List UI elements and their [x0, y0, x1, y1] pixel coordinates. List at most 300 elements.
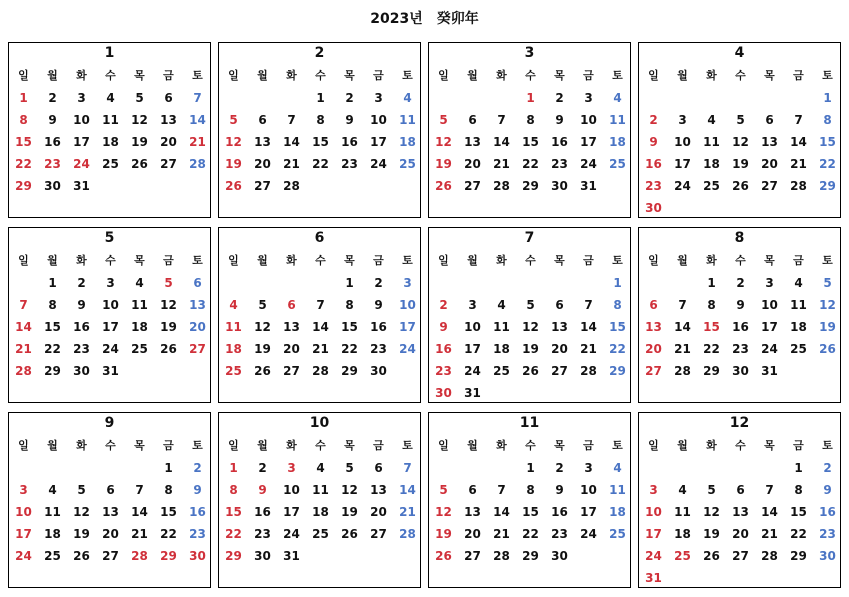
day-cell: 24 — [674, 179, 691, 193]
day-cell: 13 — [761, 135, 778, 149]
weekday-header: 화 — [706, 69, 717, 82]
day-cell: 28 — [674, 364, 691, 378]
day-cell: 10 — [399, 298, 416, 312]
weekday-header: 금 — [583, 254, 594, 267]
month-title: 10 — [309, 415, 330, 431]
day-cell: 9 — [345, 113, 354, 127]
weekday-header: 수 — [525, 69, 536, 82]
day-cell: 28 — [493, 179, 510, 193]
day-cell: 12 — [225, 135, 242, 149]
day-cell: 17 — [102, 320, 119, 334]
day-cell: 25 — [493, 364, 510, 378]
day-cell: 28 — [761, 549, 778, 563]
day-cell: 29 — [522, 549, 539, 563]
day-cell: 2 — [77, 276, 86, 290]
day-cell: 14 — [131, 505, 148, 519]
day-cell: 19 — [160, 320, 177, 334]
weekday-header: 금 — [163, 439, 174, 452]
day-cell: 1 — [316, 91, 325, 105]
day-cell: 15 — [522, 505, 539, 519]
day-cell: 7 — [678, 298, 687, 312]
day-cell: 21 — [283, 157, 300, 171]
day-cell: 7 — [497, 113, 506, 127]
day-cell: 5 — [258, 298, 267, 312]
day-cell: 25 — [44, 549, 61, 563]
day-cell: 27 — [254, 179, 271, 193]
day-cell: 18 — [102, 135, 119, 149]
day-cell: 8 — [526, 113, 535, 127]
day-cell: 9 — [555, 113, 564, 127]
weekday-header: 화 — [286, 439, 297, 452]
day-cell: 18 — [790, 320, 807, 334]
day-cell: 22 — [522, 157, 539, 171]
day-cell: 22 — [341, 342, 358, 356]
day-cell: 29 — [819, 179, 836, 193]
day-cell: 24 — [283, 527, 300, 541]
day-cell: 15 — [15, 135, 32, 149]
day-cell: 10 — [73, 113, 90, 127]
weekday-header: 금 — [163, 69, 174, 82]
day-cell: 23 — [551, 157, 568, 171]
day-cell: 1 — [794, 461, 803, 475]
day-cell: 18 — [703, 157, 720, 171]
day-cell: 6 — [287, 298, 296, 312]
weekday-header: 일 — [18, 439, 29, 452]
weekday-header: 목 — [764, 439, 775, 452]
weekday-header: 수 — [315, 69, 326, 82]
day-cell: 23 — [732, 342, 749, 356]
day-cell: 19 — [703, 527, 720, 541]
day-cell: 26 — [341, 527, 358, 541]
day-cell: 15 — [703, 320, 720, 334]
weekday-header: 월 — [257, 69, 268, 82]
day-cell: 13 — [464, 135, 481, 149]
day-cell: 5 — [439, 483, 448, 497]
day-cell: 18 — [609, 505, 626, 519]
day-cell: 5 — [77, 483, 86, 497]
day-cell: 3 — [374, 91, 383, 105]
day-cell: 4 — [613, 91, 622, 105]
day-cell: 13 — [189, 298, 206, 312]
day-cell: 16 — [732, 320, 749, 334]
page-title — [0, 8, 849, 28]
day-cell: 21 — [189, 135, 206, 149]
day-cell: 12 — [341, 483, 358, 497]
day-cell: 30 — [370, 364, 387, 378]
weekday-header: 수 — [105, 69, 116, 82]
day-cell: 21 — [131, 527, 148, 541]
weekday-header: 화 — [76, 254, 87, 267]
day-cell: 9 — [374, 298, 383, 312]
day-cell: 21 — [674, 342, 691, 356]
day-cell: 14 — [283, 135, 300, 149]
day-cell: 16 — [44, 135, 61, 149]
day-cell: 28 — [15, 364, 32, 378]
day-cell: 10 — [283, 483, 300, 497]
day-cell: 2 — [649, 113, 658, 127]
day-cell: 5 — [707, 483, 716, 497]
day-cell: 11 — [674, 505, 691, 519]
month-5 — [8, 227, 211, 403]
day-cell: 18 — [131, 320, 148, 334]
weekday-header: 목 — [344, 439, 355, 452]
day-cell: 23 — [551, 527, 568, 541]
weekday-header: 목 — [134, 254, 145, 267]
day-cell: 26 — [435, 549, 452, 563]
day-cell: 7 — [287, 113, 296, 127]
day-cell: 27 — [102, 549, 119, 563]
day-cell: 6 — [736, 483, 745, 497]
day-cell: 27 — [551, 364, 568, 378]
day-cell: 12 — [732, 135, 749, 149]
day-cell: 9 — [649, 135, 658, 149]
day-cell: 17 — [15, 527, 32, 541]
day-cell: 10 — [645, 505, 662, 519]
day-cell: 16 — [551, 135, 568, 149]
day-cell: 26 — [522, 364, 539, 378]
day-cell: 21 — [761, 527, 778, 541]
weekday-header: 금 — [583, 439, 594, 452]
day-cell: 13 — [254, 135, 271, 149]
month-1 — [8, 42, 211, 218]
day-cell: 6 — [374, 461, 383, 475]
day-cell: 2 — [439, 298, 448, 312]
day-cell: 25 — [609, 527, 626, 541]
month-10 — [218, 412, 421, 588]
day-cell: 3 — [584, 461, 593, 475]
day-cell: 18 — [399, 135, 416, 149]
day-cell: 20 — [464, 157, 481, 171]
day-cell: 6 — [468, 483, 477, 497]
day-cell: 18 — [609, 135, 626, 149]
day-cell: 19 — [225, 157, 242, 171]
day-cell: 23 — [370, 342, 387, 356]
weekday-header: 금 — [373, 439, 384, 452]
weekday-header: 월 — [47, 439, 58, 452]
weekday-header: 일 — [648, 69, 659, 82]
day-cell: 23 — [254, 527, 271, 541]
day-cell: 3 — [106, 276, 115, 290]
day-cell: 5 — [135, 91, 144, 105]
day-cell: 26 — [73, 549, 90, 563]
day-cell: 23 — [73, 342, 90, 356]
day-cell: 21 — [493, 157, 510, 171]
day-cell: 4 — [678, 483, 687, 497]
weekday-header: 화 — [496, 69, 507, 82]
day-cell: 16 — [645, 157, 662, 171]
month-title: 9 — [104, 415, 115, 431]
day-cell: 1 — [823, 91, 832, 105]
day-cell: 7 — [497, 483, 506, 497]
day-cell: 30 — [44, 179, 61, 193]
day-cell: 12 — [703, 505, 720, 519]
day-cell: 13 — [370, 483, 387, 497]
day-cell: 26 — [254, 364, 271, 378]
day-cell: 7 — [135, 483, 144, 497]
weekday-header: 목 — [554, 439, 565, 452]
weekday-header: 토 — [612, 254, 623, 267]
day-cell: 10 — [102, 298, 119, 312]
day-cell: 15 — [522, 135, 539, 149]
day-cell: 12 — [254, 320, 271, 334]
day-cell: 27 — [761, 179, 778, 193]
day-cell: 5 — [164, 276, 173, 290]
weekday-header: 월 — [257, 439, 268, 452]
day-cell: 25 — [674, 549, 691, 563]
weekday-header: 수 — [525, 254, 536, 267]
day-cell: 12 — [73, 505, 90, 519]
day-cell: 25 — [225, 364, 242, 378]
day-cell: 13 — [160, 113, 177, 127]
weekday-header: 금 — [793, 254, 804, 267]
day-cell: 18 — [674, 527, 691, 541]
month-12 — [638, 412, 841, 588]
day-cell: 17 — [399, 320, 416, 334]
day-cell: 6 — [555, 298, 564, 312]
day-cell: 4 — [48, 483, 57, 497]
day-cell: 23 — [341, 157, 358, 171]
day-cell: 24 — [464, 364, 481, 378]
day-cell: 2 — [823, 461, 832, 475]
day-cell: 30 — [73, 364, 90, 378]
day-cell: 15 — [312, 135, 329, 149]
day-cell: 7 — [584, 298, 593, 312]
day-cell: 1 — [526, 461, 535, 475]
day-cell: 17 — [674, 157, 691, 171]
day-cell: 11 — [493, 320, 510, 334]
month-title: 8 — [734, 230, 745, 246]
day-cell: 5 — [345, 461, 354, 475]
day-cell: 22 — [225, 527, 242, 541]
weekday-header: 화 — [496, 439, 507, 452]
day-cell: 22 — [44, 342, 61, 356]
day-cell: 25 — [790, 342, 807, 356]
month-4 — [638, 42, 841, 218]
day-cell: 15 — [819, 135, 836, 149]
weekday-header: 월 — [467, 254, 478, 267]
day-cell: 4 — [794, 276, 803, 290]
day-cell: 16 — [254, 505, 271, 519]
day-cell: 14 — [674, 320, 691, 334]
day-cell: 19 — [732, 157, 749, 171]
day-cell: 10 — [580, 483, 597, 497]
month-title: 12 — [729, 415, 750, 431]
day-cell: 25 — [703, 179, 720, 193]
day-cell: 1 — [19, 91, 28, 105]
weekday-header: 월 — [467, 439, 478, 452]
day-cell: 3 — [584, 91, 593, 105]
day-cell: 19 — [341, 505, 358, 519]
day-cell: 4 — [707, 113, 716, 127]
day-cell: 3 — [649, 483, 658, 497]
weekday-header: 금 — [793, 439, 804, 452]
day-cell: 13 — [645, 320, 662, 334]
weekday-header: 월 — [677, 69, 688, 82]
day-cell: 2 — [48, 91, 57, 105]
day-cell: 16 — [819, 505, 836, 519]
year-label: 2023년 — [370, 11, 423, 27]
day-cell: 30 — [819, 549, 836, 563]
weekday-header: 월 — [47, 69, 58, 82]
weekday-header: 월 — [677, 254, 688, 267]
day-cell: 27 — [189, 342, 206, 356]
day-cell: 23 — [435, 364, 452, 378]
day-cell: 6 — [164, 91, 173, 105]
day-cell: 12 — [435, 505, 452, 519]
day-cell: 26 — [732, 179, 749, 193]
day-cell: 7 — [765, 483, 774, 497]
day-cell: 30 — [732, 364, 749, 378]
day-cell: 14 — [399, 483, 416, 497]
month-title: 5 — [104, 230, 115, 246]
weekday-header: 토 — [192, 254, 203, 267]
weekday-header: 목 — [554, 254, 565, 267]
day-cell: 12 — [131, 113, 148, 127]
day-cell: 31 — [464, 386, 481, 400]
day-cell: 26 — [703, 549, 720, 563]
day-cell: 4 — [403, 91, 412, 105]
day-cell: 20 — [370, 505, 387, 519]
day-cell: 21 — [399, 505, 416, 519]
weekday-header: 일 — [228, 439, 239, 452]
day-cell: 4 — [497, 298, 506, 312]
day-cell: 26 — [435, 179, 452, 193]
day-cell: 27 — [464, 549, 481, 563]
day-cell: 22 — [819, 157, 836, 171]
day-cell: 14 — [312, 320, 329, 334]
day-cell: 30 — [551, 179, 568, 193]
weekday-header: 일 — [648, 254, 659, 267]
day-cell: 7 — [403, 461, 412, 475]
day-cell: 18 — [493, 342, 510, 356]
day-cell: 16 — [551, 505, 568, 519]
day-cell: 3 — [77, 91, 86, 105]
day-cell: 20 — [645, 342, 662, 356]
day-cell: 4 — [613, 461, 622, 475]
day-cell: 15 — [44, 320, 61, 334]
day-cell: 13 — [283, 320, 300, 334]
day-cell: 20 — [283, 342, 300, 356]
weekday-header: 수 — [105, 254, 116, 267]
day-cell: 3 — [287, 461, 296, 475]
day-cell: 24 — [580, 527, 597, 541]
day-cell: 16 — [341, 135, 358, 149]
day-cell: 8 — [19, 113, 28, 127]
day-cell: 13 — [464, 505, 481, 519]
weekday-header: 화 — [706, 254, 717, 267]
day-cell: 17 — [283, 505, 300, 519]
month-3 — [428, 42, 631, 218]
day-cell: 20 — [102, 527, 119, 541]
day-cell: 16 — [370, 320, 387, 334]
day-cell: 9 — [555, 483, 564, 497]
day-cell: 11 — [312, 483, 329, 497]
day-cell: 2 — [555, 91, 564, 105]
day-cell: 9 — [823, 483, 832, 497]
day-cell: 15 — [160, 505, 177, 519]
weekday-header: 목 — [764, 69, 775, 82]
day-cell: 20 — [189, 320, 206, 334]
day-cell: 31 — [73, 179, 90, 193]
day-cell: 28 — [312, 364, 329, 378]
day-cell: 31 — [580, 179, 597, 193]
weekday-header: 일 — [438, 254, 449, 267]
day-cell: 24 — [645, 549, 662, 563]
weekday-header: 화 — [76, 439, 87, 452]
day-cell: 30 — [645, 201, 662, 215]
day-cell: 21 — [15, 342, 32, 356]
weekday-header: 목 — [344, 254, 355, 267]
weekday-header: 화 — [496, 254, 507, 267]
day-cell: 1 — [707, 276, 716, 290]
day-cell: 24 — [102, 342, 119, 356]
weekday-header: 화 — [286, 69, 297, 82]
day-cell: 6 — [106, 483, 115, 497]
day-cell: 8 — [526, 483, 535, 497]
day-cell: 18 — [225, 342, 242, 356]
day-cell: 12 — [160, 298, 177, 312]
weekday-header: 목 — [554, 69, 565, 82]
day-cell: 2 — [736, 276, 745, 290]
day-cell: 29 — [522, 179, 539, 193]
day-cell: 4 — [229, 298, 238, 312]
day-cell: 17 — [370, 135, 387, 149]
day-cell: 27 — [464, 179, 481, 193]
day-cell: 13 — [732, 505, 749, 519]
weekday-header: 일 — [228, 69, 239, 82]
day-cell: 22 — [522, 527, 539, 541]
month-8 — [638, 227, 841, 403]
day-cell: 28 — [399, 527, 416, 541]
day-cell: 10 — [761, 298, 778, 312]
day-cell: 8 — [345, 298, 354, 312]
day-cell: 31 — [283, 549, 300, 563]
day-cell: 25 — [609, 157, 626, 171]
day-cell: 8 — [316, 113, 325, 127]
day-cell: 11 — [225, 320, 242, 334]
day-cell: 15 — [341, 320, 358, 334]
day-cell: 5 — [736, 113, 745, 127]
day-cell: 13 — [551, 320, 568, 334]
day-cell: 24 — [399, 342, 416, 356]
month-7 — [428, 227, 631, 403]
day-cell: 19 — [522, 342, 539, 356]
day-cell: 5 — [526, 298, 535, 312]
day-cell: 29 — [44, 364, 61, 378]
weekday-header: 수 — [525, 439, 536, 452]
day-cell: 19 — [435, 527, 452, 541]
day-cell: 15 — [225, 505, 242, 519]
day-cell: 26 — [819, 342, 836, 356]
day-cell: 27 — [283, 364, 300, 378]
day-cell: 28 — [283, 179, 300, 193]
day-cell: 17 — [580, 135, 597, 149]
weekday-header: 수 — [735, 439, 746, 452]
day-cell: 11 — [102, 113, 119, 127]
day-cell: 14 — [493, 505, 510, 519]
month-9 — [8, 412, 211, 588]
weekday-header: 화 — [286, 254, 297, 267]
day-cell: 19 — [435, 157, 452, 171]
day-cell: 22 — [160, 527, 177, 541]
month-title: 11 — [519, 415, 540, 431]
day-cell: 23 — [645, 179, 662, 193]
day-cell: 27 — [370, 527, 387, 541]
day-cell: 10 — [580, 113, 597, 127]
day-cell: 16 — [189, 505, 206, 519]
weekday-header: 금 — [583, 69, 594, 82]
weekday-header: 일 — [438, 439, 449, 452]
